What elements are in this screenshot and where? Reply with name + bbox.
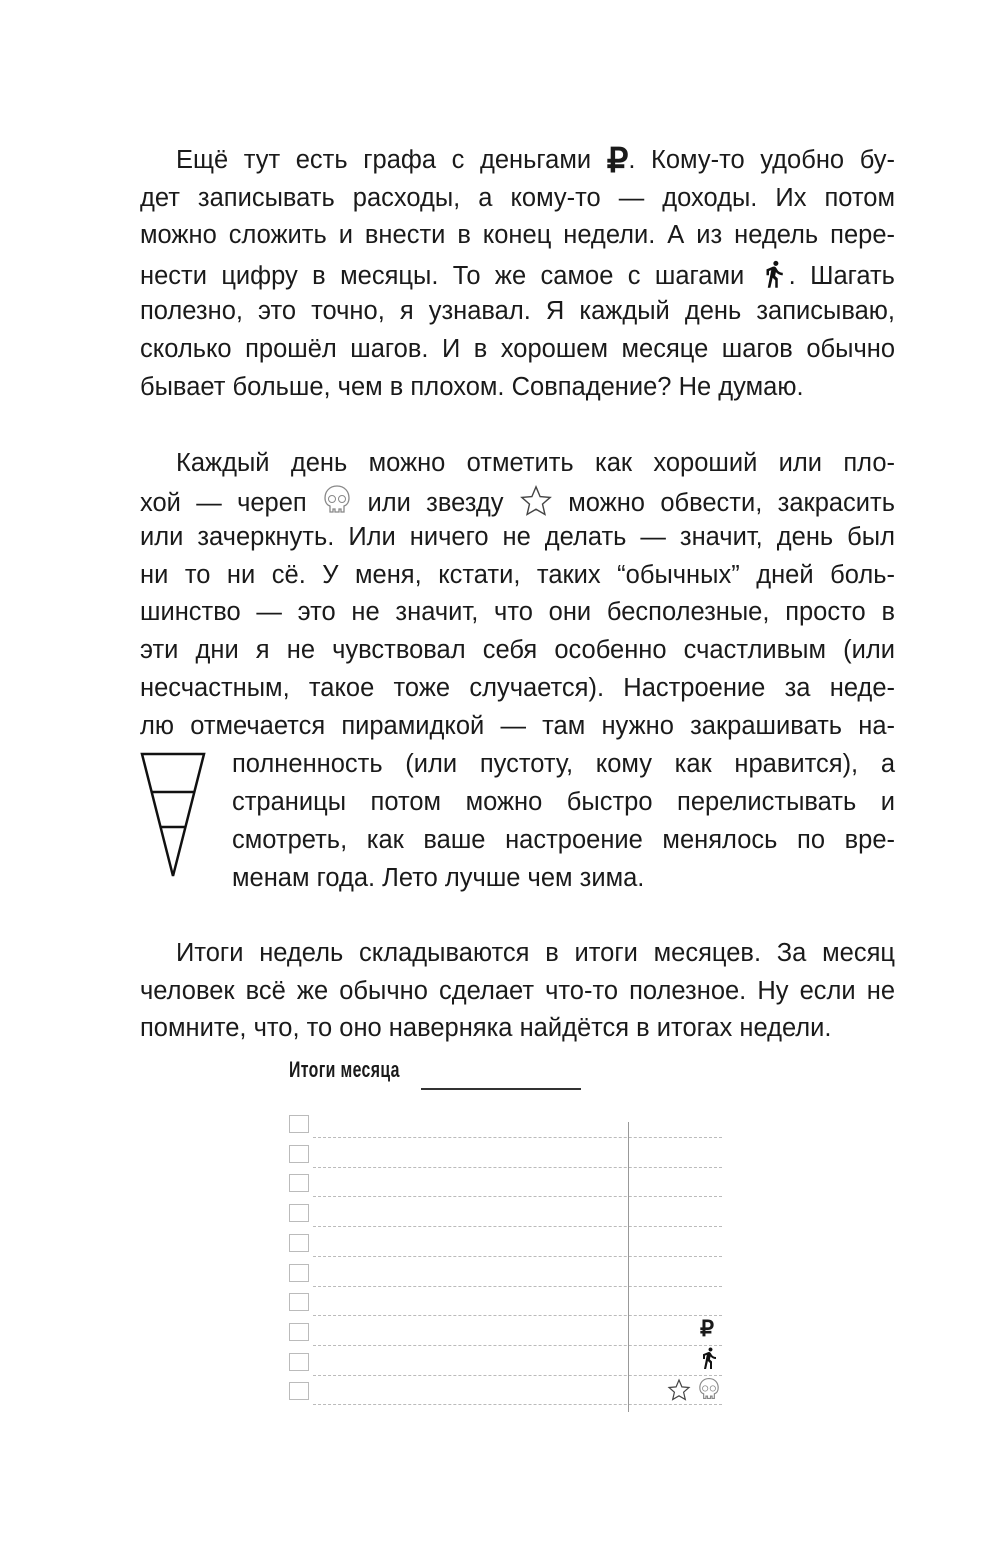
month-summary-title: Итоги месяца — [289, 1057, 400, 1082]
running-man-icon — [697, 1345, 721, 1371]
text-line: страницы потом можно быстро перелистывать и — [232, 788, 895, 816]
text-line: дет записывать расходы, а кому-то — доходы. Их потом — [140, 184, 895, 212]
text-line: нести цифру в месяцы. То же самое с шагами . Шагать — [140, 258, 895, 297]
ruble-icon: ₽ — [700, 1316, 714, 1341]
checkbox[interactable] — [289, 1174, 309, 1192]
text-line: Каждый день можно отметить как хороший или пло- — [176, 449, 895, 477]
checkbox[interactable] — [289, 1264, 309, 1282]
text-line: Итоги недель складываются в итоги месяцев. За месяц — [176, 939, 895, 967]
star-icon — [667, 1378, 691, 1402]
entry-line[interactable] — [313, 1167, 722, 1168]
text-line: можно сложить и внести в конец недели. А из недель пере- — [140, 221, 895, 249]
text-line: шинство — это не значит, что они бесполезные, просто в — [140, 598, 895, 626]
star-icon — [519, 484, 553, 525]
text-line: полненность (или пустоту, кому как нравится), а — [232, 750, 895, 778]
checkbox[interactable] — [289, 1382, 309, 1400]
text-line: менам года. Лето лучше чем зима. — [232, 864, 645, 892]
entry-line[interactable] — [313, 1404, 722, 1405]
text-line: лю отмечается пирамидкой — там нужно закрашивать на- — [140, 712, 895, 740]
ruble-icon: ₽ — [606, 142, 629, 181]
text-line: смотреть, как ваше настроение менялось по вре- — [232, 826, 895, 854]
text-line: сколько прошёл шагов. И в хорошем месяце шагов обычно — [140, 335, 895, 363]
text-line: полезно, это точно, я узнавал. Я каждый день записываю, — [140, 297, 895, 325]
entry-line[interactable] — [313, 1286, 722, 1287]
column-divider — [628, 1122, 629, 1412]
checkbox[interactable] — [289, 1115, 309, 1133]
text-line: хой — череп или звезду можно обвести, закрасить — [140, 484, 895, 525]
entry-line[interactable] — [313, 1226, 722, 1227]
text-line: несчастным, такое тоже случается). Настроение за неде- — [140, 674, 895, 702]
text-line: человек всё же обычно сделает что-то полезное. Ну если не — [140, 977, 895, 1005]
text-line: эти дни я не чувствовал себя особенно счастливым (или — [140, 636, 895, 664]
mood-pyramid-icon — [140, 752, 206, 878]
text-line: Ещё тут есть графа с деньгами ₽. Кому-то удобно бу- — [176, 142, 895, 181]
entry-line[interactable] — [313, 1196, 722, 1197]
checkbox[interactable] — [289, 1323, 309, 1341]
entry-line[interactable] — [313, 1315, 722, 1316]
checkbox[interactable] — [289, 1234, 309, 1252]
text-line: помните, что, то оно наверняка найдётся в итогах недели. — [140, 1014, 832, 1042]
checkbox[interactable] — [289, 1293, 309, 1311]
checkbox[interactable] — [289, 1145, 309, 1163]
running-man-icon — [759, 258, 789, 297]
entry-line[interactable] — [313, 1375, 722, 1376]
entry-line[interactable] — [313, 1345, 722, 1346]
skull-icon — [322, 484, 352, 525]
entry-line[interactable] — [313, 1256, 722, 1257]
checkbox[interactable] — [289, 1204, 309, 1222]
month-name-field[interactable] — [421, 1088, 581, 1090]
entry-line[interactable] — [313, 1137, 722, 1138]
skull-icon — [697, 1377, 721, 1403]
text-line: ни то ни сё. У меня, кстати, таких “обычных” дней боль- — [140, 561, 895, 589]
text-line: или зачеркнуть. Или ничего не делать — значит, день был — [140, 523, 895, 551]
text-line: бывает больше, чем в плохом. Совпадение? Не думаю. — [140, 373, 804, 401]
checkbox[interactable] — [289, 1353, 309, 1371]
